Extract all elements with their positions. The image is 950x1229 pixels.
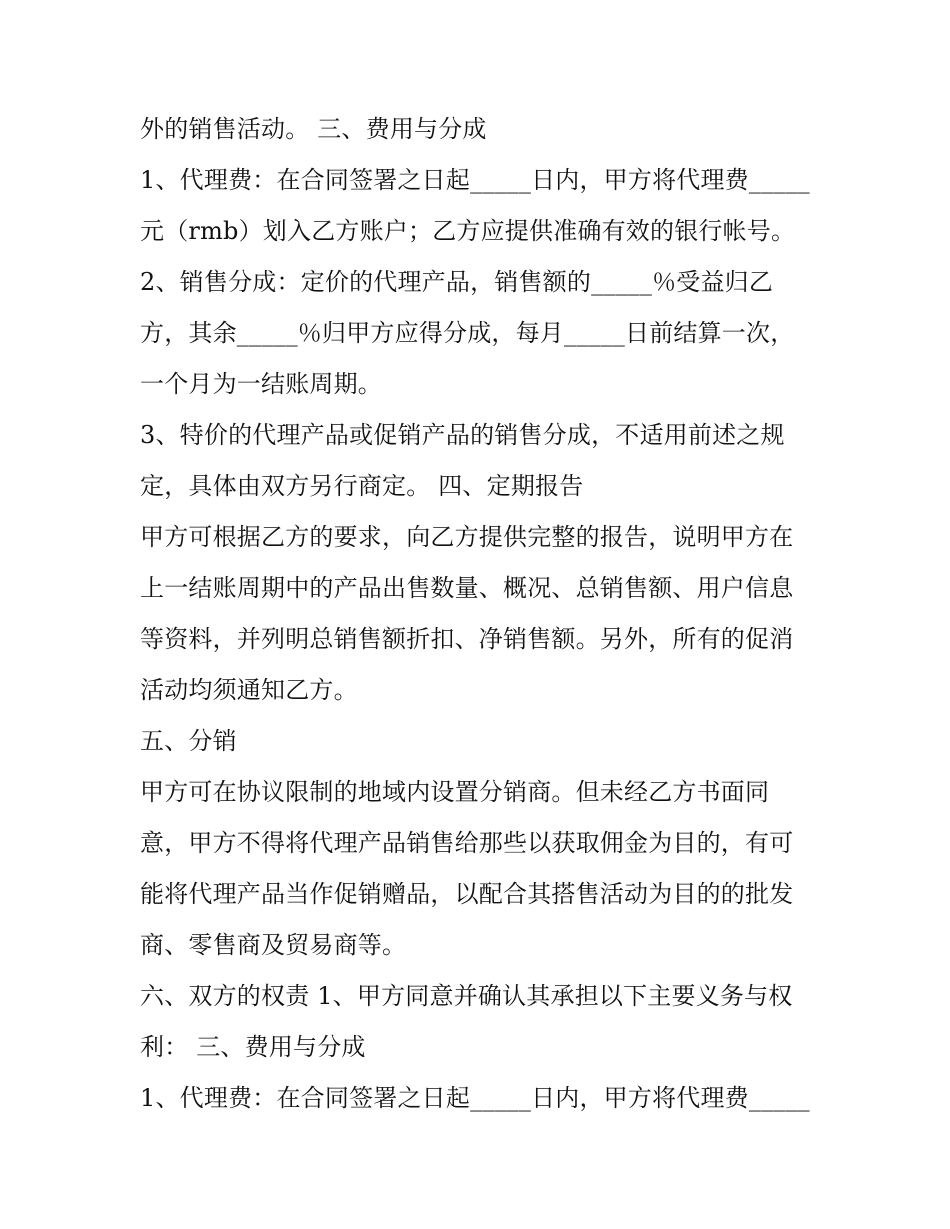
text-line: 利： 三、费用与分成 [140,1033,366,1061]
text-line: 元（rmb）划入乙方账户；乙方应提供准确有效的银行帐号。 [140,217,796,245]
text-line: 活动均须通知乙方。 [140,676,358,704]
text-line: 甲方可根据乙方的要求，向乙方提供完整的报告，说明甲方在 [140,523,794,551]
text-line: 商、零售商及贸易商等。 [140,931,407,959]
text-line: 等资料，并列明总销售额折扣、净销售额。另外，所有的促消 [140,625,794,653]
text-line: 1、代理费：在合同签署之日起_____日内，甲方将代理费_____ [140,1084,810,1112]
text-line: 外的销售活动。 三、费用与分成 [140,115,487,143]
text-line: 六、双方的权责 1、甲方同意并确认其承担以下主要义务与权 [140,982,793,1010]
text-line: 1、代理费：在合同签署之日起_____日内，甲方将代理费_____ [140,166,810,194]
text-line: 甲方可在协议限制的地域内设置分销商。但未经乙方书面同 [140,778,770,806]
text-line: 五、分销 [140,727,237,755]
text-line: 方，其余_____％归甲方应得分成，每月_____日前结算一次， [140,319,795,347]
text-line: 一个月为一结账周期。 [140,370,382,398]
text-line: 上一结账周期中的产品出售数量、概况、总销售额、用户信息 [140,574,794,602]
text-line: 2、销售分成：定价的代理产品，销售额的_____％受益归乙 [140,268,774,296]
text-line: 意，甲方不得将代理产品销售给那些以获取佣金为目的，有可 [140,829,794,857]
text-line: 定，具体由双方另行商定。 四、定期报告 [140,472,584,500]
contract-text [140,104,830,1124]
text-line: 3、特价的代理产品或促销产品的销售分成，不适用前述之规 [140,421,785,449]
text-line: 能将代理产品当作促销赠品，以配合其搭售活动为目的的批发 [140,880,794,908]
